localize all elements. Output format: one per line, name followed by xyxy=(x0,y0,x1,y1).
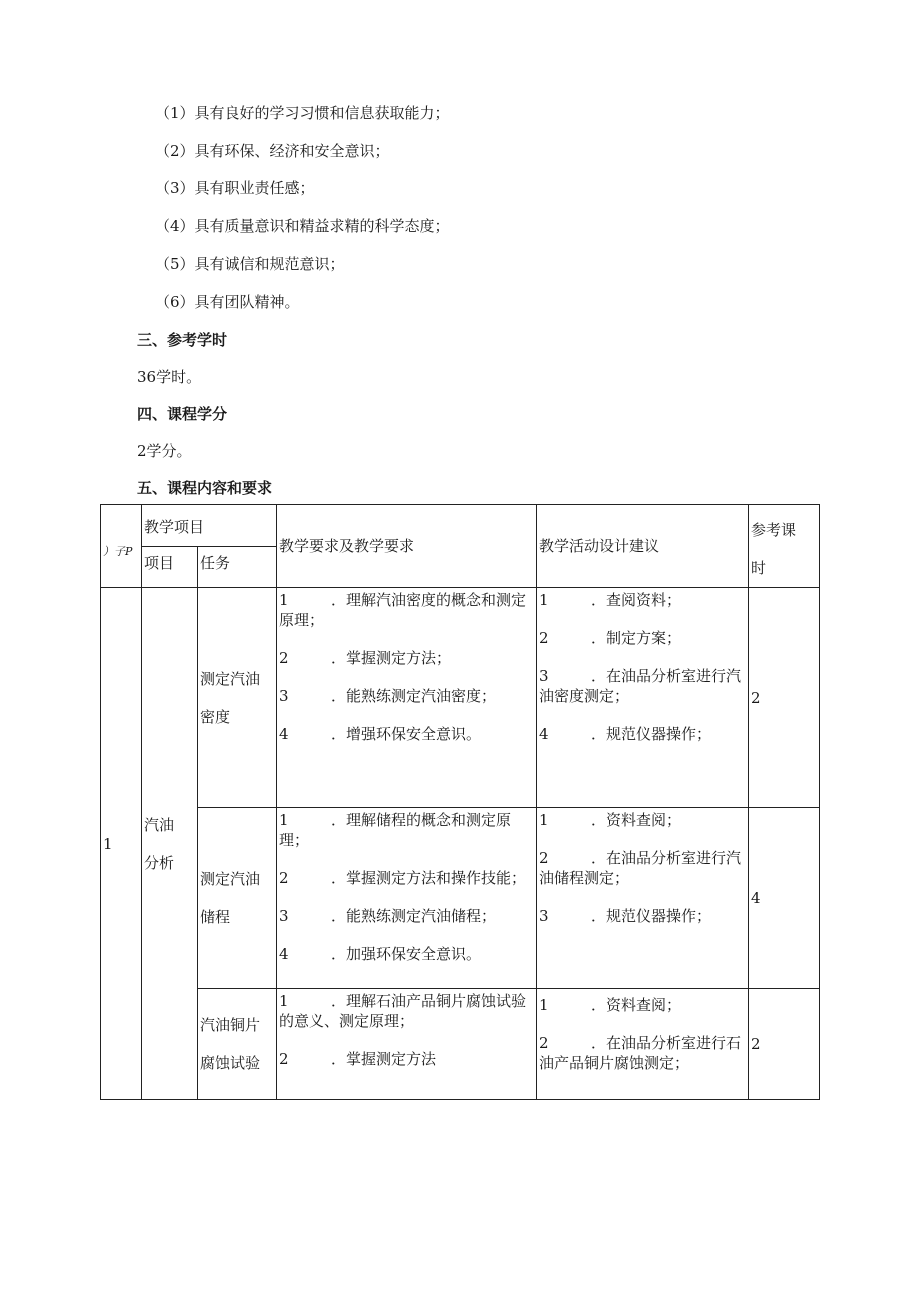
task-hours: 2 xyxy=(749,588,820,808)
quality-item: （3）具有职业责任感； xyxy=(155,179,315,197)
header-hours: 参考课时 xyxy=(749,505,820,588)
section-text-hours: 36学时。 xyxy=(137,368,202,386)
section-heading-content: 五、课程内容和要求 xyxy=(137,479,273,497)
quality-item: （4）具有质量意识和精益求精的科学态度； xyxy=(155,217,450,235)
quality-item: （6）具有团队精神。 xyxy=(155,293,300,311)
task-requirements: 1 ．理解汽油密度的概念和测定原理； 2 ．掌握测定方法； 3 ．能熟练测定汽油密度； 4 ．增强环保安全意识。 xyxy=(277,588,537,808)
quality-item: （5）具有诚信和规范意识； xyxy=(155,255,345,273)
task-activities: 1 ．资料查阅； 2 ．在油品分析室进行汽油储程测定； 3 ．规范仪器操作； xyxy=(537,808,749,989)
quality-item: （2）具有环保、经济和安全意识； xyxy=(155,142,390,160)
task-hours: 2 xyxy=(749,989,820,1100)
course-content-table xyxy=(100,504,820,1100)
header-requirements: 教学要求及教学要求 xyxy=(277,505,537,588)
section-text-credits: 2学分。 xyxy=(137,442,192,460)
section-heading-hours: 三、参考学时 xyxy=(137,331,228,349)
header-activities: 教学活动设计建议 xyxy=(537,505,749,588)
quality-item: （1）具有良好的学习习惯和信息获取能力； xyxy=(155,104,450,122)
header-project-group: 教学项目 xyxy=(142,505,277,547)
task-hours: 4 xyxy=(749,808,820,989)
task-requirements: 1 ．理解石油产品铜片腐蚀试验的意义、测定原理； 2 ．掌握测定方法 xyxy=(277,989,537,1100)
header-task: 任务 xyxy=(198,547,277,588)
section-heading-credits: 四、课程学分 xyxy=(137,405,228,423)
header-project: 项目 xyxy=(142,547,198,588)
task-activities: 1 ．查阅资料； 2 ．制定方案； 3 ．在油品分析室进行汽油密度测定； 4 ．规范仪器操作； xyxy=(537,588,749,808)
task-requirements: 1 ．理解储程的概念和测定原理； 2 ．掌握测定方法和操作技能； 3 ．能熟练测定汽油储程； 4 ．加强环保安全意识。 xyxy=(277,808,537,989)
task-name: 测定汽油密度 xyxy=(198,588,277,808)
header-seq: ）子P xyxy=(101,505,142,588)
project-name: 汽油分析 xyxy=(142,588,198,1100)
row-seq: 1 xyxy=(101,588,142,1100)
task-activities: 1 ．资料查阅； 2 ．在油品分析室进行石油产品铜片腐蚀测定； xyxy=(537,989,749,1100)
task-name: 汽油铜片腐蚀试验 xyxy=(198,989,277,1100)
task-name: 测定汽油储程 xyxy=(198,808,277,989)
